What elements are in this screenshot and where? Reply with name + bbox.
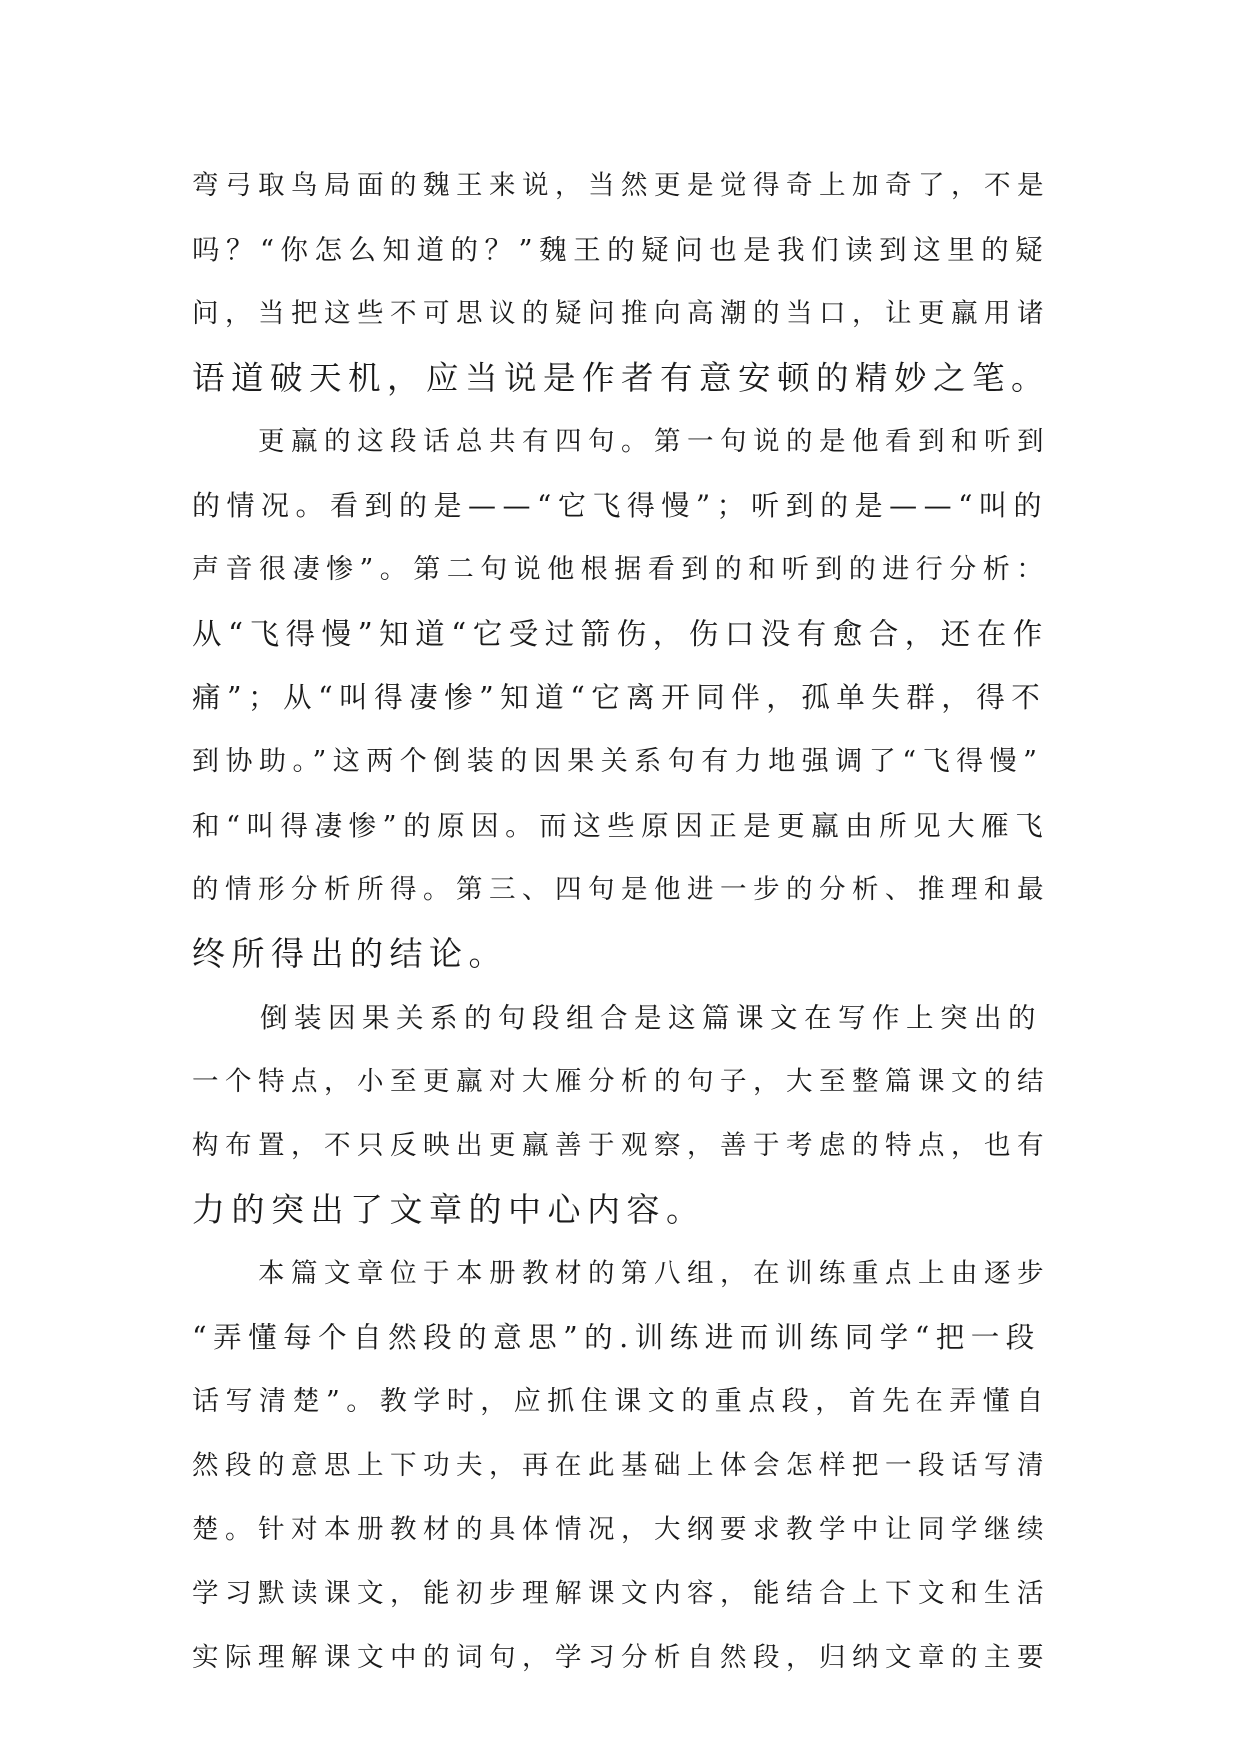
text-line: 到协助。”这两个倒装的因果关系句有力地强调了“飞得慢”	[192, 746, 1044, 777]
paragraph-start-line: 本篇文章位于本册教材的第八组，在训练重点上由逐步	[192, 1258, 1050, 1289]
text-line: 力的突出了文章的中心内容。	[192, 1190, 706, 1229]
text-line: 的情况。看到的是——“它飞得慢”；听到的是——“叫的	[192, 489, 1048, 522]
paragraph-start-line: 倒装因果关系的句段组合是这篇课文在写作上突出的	[192, 1002, 1042, 1034]
text-line: 痛”；从“叫得凄惨”知道“它离开同伴，孤单失群，得不	[192, 681, 1047, 714]
text-line: 从“飞得慢”知道“它受过箭伤，伤口没有愈合，还在作	[192, 617, 1049, 651]
text-line: 构布置，不只反映出更羸善于观察，善于考虑的特点，也有	[192, 1130, 1050, 1161]
text-line: 楚。针对本册教材的具体情况，大纲要求教学中让同学继续	[192, 1514, 1050, 1545]
text-line: 终所得出的结论。	[192, 934, 508, 973]
text-line: 声音很凄惨”。第二句说他根据看到的和听到的进行分析：	[192, 554, 1050, 585]
text-line: 弯弓取鸟局面的魏王来说，当然更是觉得奇上加奇了，不是	[192, 170, 1050, 201]
text-line: 问，当把这些不可思议的疑问推向高潮的当口，让更羸用诸	[192, 298, 1050, 329]
text-line: 然段的意思上下功夫，再在此基础上体会怎样把一段话写清	[192, 1450, 1050, 1481]
text-line: “弄懂每个自然段的意思”的.训练进而训练同学“把一段	[192, 1321, 1041, 1354]
text-line: 吗？“你怎么知道的？”魏王的疑问也是我们读到这里的疑	[192, 234, 1050, 266]
text-line: 和“叫得凄惨”的原因。而这些原因正是更羸由所见大雁飞	[192, 810, 1050, 842]
text-line: 实际理解课文中的词句，学习分析自然段，归纳文章的主要	[192, 1642, 1050, 1673]
paragraph-start-line: 更羸的这段话总共有四句。第一句说的是他看到和听到	[192, 426, 1050, 457]
text-line: 语道破天机，应当说是作者有意安顿的精妙之笔。	[192, 359, 1051, 397]
text-line: 的情形分析所得。第三、四句是他进一步的分析、推理和最	[192, 874, 1050, 905]
text-line: 话写清楚”。教学时，应抓住课文的重点段，首先在弄懂自	[192, 1386, 1050, 1417]
text-line: 学习默读课文，能初步理解课文内容，能结合上下文和生活	[192, 1578, 1050, 1609]
text-line: 一个特点，小至更羸对大雁分析的句子，大至整篇课文的结	[192, 1066, 1050, 1097]
body-text	[192, 154, 1052, 1690]
